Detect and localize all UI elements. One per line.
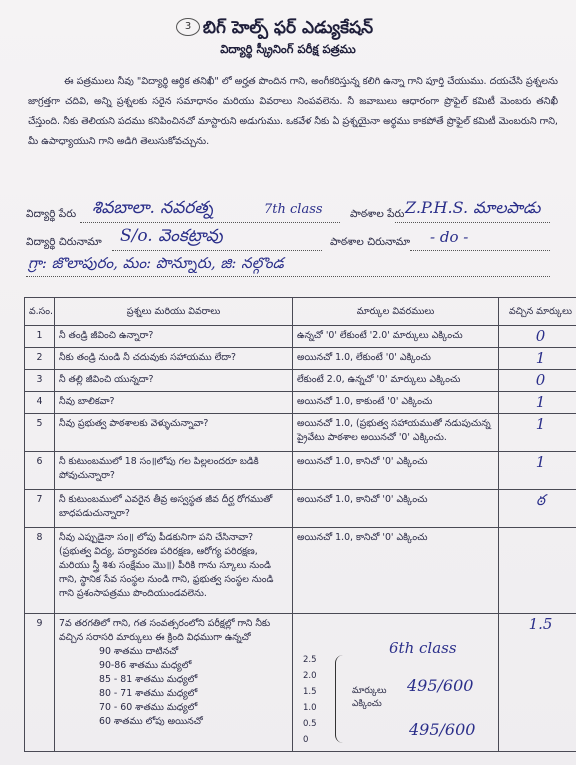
table-row <box>25 614 576 752</box>
row-question: నీ తండ్రి జీవించి ఉన్నారా? <box>55 326 293 348</box>
scale-value: 2.0 <box>303 671 317 681</box>
row-number: 2 <box>25 348 55 370</box>
school-address-value[interactable]: - do - <box>430 228 469 246</box>
handwritten-marks: 495/600 <box>407 676 474 695</box>
range-item: 70 - 60 శాతము మధ్యలో <box>99 702 198 713</box>
row-question: నీ కుటుంబములో ఎవరైన తీవ్ర అస్వస్థత జీవ దీర్ఘ రోగముతో బాధపడుచున్నారా? <box>55 490 293 528</box>
form-title: బిగ్ హెల్ప్ ఫర్ ఎడ్యుకేషన్ <box>202 18 374 38</box>
row-question: నీ కుటుంబములో 18 సం॥లోపు గల పిల్లలందరూ బడికి పోవుచున్నారా? <box>55 452 293 490</box>
table-header-row <box>25 298 576 326</box>
student-address-line <box>112 250 322 251</box>
scale-value: 0 <box>303 735 309 745</box>
range-item: 85 - 81 శాతము మధ్యలో <box>99 674 198 685</box>
row-question-block <box>55 614 293 752</box>
row-marking: అయినచో 1.0, లేకుంటే '0' ఎక్కించు <box>293 348 499 370</box>
col-header-score: వచ్చిన మార్కులు <box>499 298 576 326</box>
row-number: 4 <box>25 392 55 414</box>
table-row <box>25 370 576 392</box>
school-name-line <box>395 222 550 223</box>
row-score[interactable]: 0 <box>499 326 576 348</box>
row-score[interactable]: 1 <box>499 348 576 370</box>
row-question: నీవు బాలికవా? <box>55 392 293 414</box>
school-address-line <box>410 250 550 251</box>
scale-value: 2.5 <box>303 655 317 665</box>
row-number: 5 <box>25 414 55 452</box>
row-score[interactable] <box>499 528 576 614</box>
scale-brace <box>335 655 346 743</box>
table-row <box>25 490 576 528</box>
row-number: 9 <box>25 614 55 752</box>
intro-paragraph: ఈ పత్రములు నీవు "విద్యార్థి ఆర్ధిక తనిఖీ" లో అర్హత పొందిన గాని, అంగీకరిస్తున్న కలిగి ఉన్నా గాని పూర్తి చేయుము. దయచేసి ప్రశ్నలను జాగ్రత్తగా చదివి, అన్ని ప్రశ్నలకు సరైన సమాధానం మరియు వివరాలు నింపవలెను. నీ జవాబులు ఆధారంగా ప్రొఫైల్ కమిటీ మెంబరు తనిఖీ చేస్తుంది. నీకు తెలియని పదము కనిపించినచో మాస్టారుని అడుగుము. ఒకవేళ నీకు ఏ ప్రశ్నయైనా అర్థము కాకపోతే ప్రొఫైల్ కమిటీ మెంబరుని గాని, మీ ఉపాధ్యాయుని గాని అడిగి తెలుసుకోవచ్చును. <box>28 76 558 147</box>
row-number: 3 <box>25 370 55 392</box>
percentage-ranges <box>59 645 288 729</box>
scale-label: మార్కులు ఎక్కించు <box>352 686 387 709</box>
marks-scale <box>297 617 494 745</box>
range-item: 60 శాతము లోపు అయినచో <box>99 716 203 727</box>
form-subtitle: విద్యార్థి స్క్రీనింగ్ పరీక్ష పత్రము <box>220 42 356 56</box>
row-marking: అయినచో 1.0, కానిచో '0' ఎక్కించు <box>293 452 499 490</box>
table-row <box>25 452 576 490</box>
scale-value: 1.5 <box>303 687 317 697</box>
table-row <box>25 392 576 414</box>
range-item: 90-86 శాతము మధ్యలో <box>99 660 192 671</box>
range-item: 80 - 71 శాతము మధ్యలో <box>99 688 198 699</box>
row-number: 1 <box>25 326 55 348</box>
row-question: నీ తల్లి జీవించి యున్నదా? <box>55 370 293 392</box>
school-name-label: పాఠశాల పేరు <box>350 208 405 220</box>
col-header-question: ప్రశ్నలు మరియు వివరాలు <box>55 298 293 326</box>
row-marking: ఉన్నచో '0' లేకుంటే '2.0' మార్కులు ఎక్కించు <box>293 326 499 348</box>
row-marking: అయినచో 1.0, (ప్రభుత్వ సహాయముతో నడుపుచున్న ప్రైవేటు పాఠశాల అయినచో '0' ఎక్కించు. <box>293 414 499 452</box>
scale-value: 0.5 <box>303 719 317 729</box>
table-row <box>25 414 576 452</box>
row-marking: అయినచో 1.0, కానిచో '0' ఎక్కించు <box>293 528 499 614</box>
row-marking: అయినచో 1.0, కానిచో '0' ఎక్కించు <box>293 490 499 528</box>
range-item: 90 శాతము దాటినచో <box>99 646 179 657</box>
row-question: నీవు ఎప్పుడైనా సం॥ లోపు పీడకునిగా పని చేసినావా? (ప్రభుత్వ విద్య, పర్యావరణ పరిరక్షణ, ఆరోగ్య పరిరక్షణ, మరియు స్త్రీ శిశు సంక్షేమం మొ॥) పీరికి గాను స్కూలు నుండి గాని, స్థానిక సేవ సంస్థల నుండి గాని, ఫ్రభుత్వ సంస్థల నుండి గాని ప్రశంసాపత్రము పొందియుండవలెను. <box>55 528 293 614</box>
student-name-label: విద్యార్థి పేరు <box>26 208 77 220</box>
table-row <box>25 528 576 614</box>
table-row <box>25 348 576 370</box>
row-score[interactable]: 1 <box>499 414 576 452</box>
address-line <box>26 276 550 277</box>
row-score[interactable]: 1.5 <box>499 614 576 752</box>
row-score[interactable]: 1 <box>499 452 576 490</box>
row-marking: లేకుంటే 2.0, ఉన్నచో '0' మార్కులు ఎక్కించు <box>293 370 499 392</box>
student-name-line <box>80 222 340 223</box>
school-address-label: పాఠశాల చిరునామా <box>330 236 411 248</box>
row-score[interactable]: ఠ <box>499 490 576 528</box>
row-score[interactable]: 0 <box>499 370 576 392</box>
page-number: 3 <box>176 18 200 36</box>
student-class-value[interactable]: 7th class <box>264 202 323 217</box>
parent-name-value[interactable]: S/o. వెంకట్రావు <box>120 226 223 246</box>
table-row <box>25 326 576 348</box>
handwritten-class: 6th class <box>389 639 457 657</box>
screening-table <box>24 297 576 752</box>
student-name-value[interactable]: శివబాలా. నవరత్న <box>92 198 214 218</box>
student-address-label: విద్యార్థి చిరునామా <box>26 236 102 248</box>
row-number: 8 <box>25 528 55 614</box>
row-marking-scale <box>293 614 499 752</box>
row-marking: అయినచో 1.0, కాకుంటే '0' ఎక్కించు <box>293 392 499 414</box>
row-number: 7 <box>25 490 55 528</box>
scale-value: 1.0 <box>303 703 317 713</box>
school-name-value[interactable]: Z.P.H.S. మాలపాడు <box>405 198 541 217</box>
row-question: 7వ తరగతిలో గాని, గత సంవత్సరంలోని పరీక్షల్లో గాని నీకు వచ్చిన సరాసరి మార్కులు ఈ క్రింది విధముగా ఉన్నచో <box>59 618 271 643</box>
row-question: నీవు ప్రభుత్వ పాఠశాలకు వెళ్ళుచున్నావా? <box>55 414 293 452</box>
row-score[interactable]: 1 <box>499 392 576 414</box>
handwritten-marks-repeat: 495/600 <box>409 720 476 739</box>
row-number: 6 <box>25 452 55 490</box>
row-question: నీకు తండ్రి నుండి నీ చదువుకు సహాయము లేదా? <box>55 348 293 370</box>
col-header-marking: మార్కుల వివరములు <box>293 298 499 326</box>
home-address-value[interactable]: గ్రా: జొలాపురం, మం: పొన్నూరు, జి: నల్గొండ <box>28 254 284 272</box>
col-header-serial: వ.సం. <box>25 298 55 326</box>
